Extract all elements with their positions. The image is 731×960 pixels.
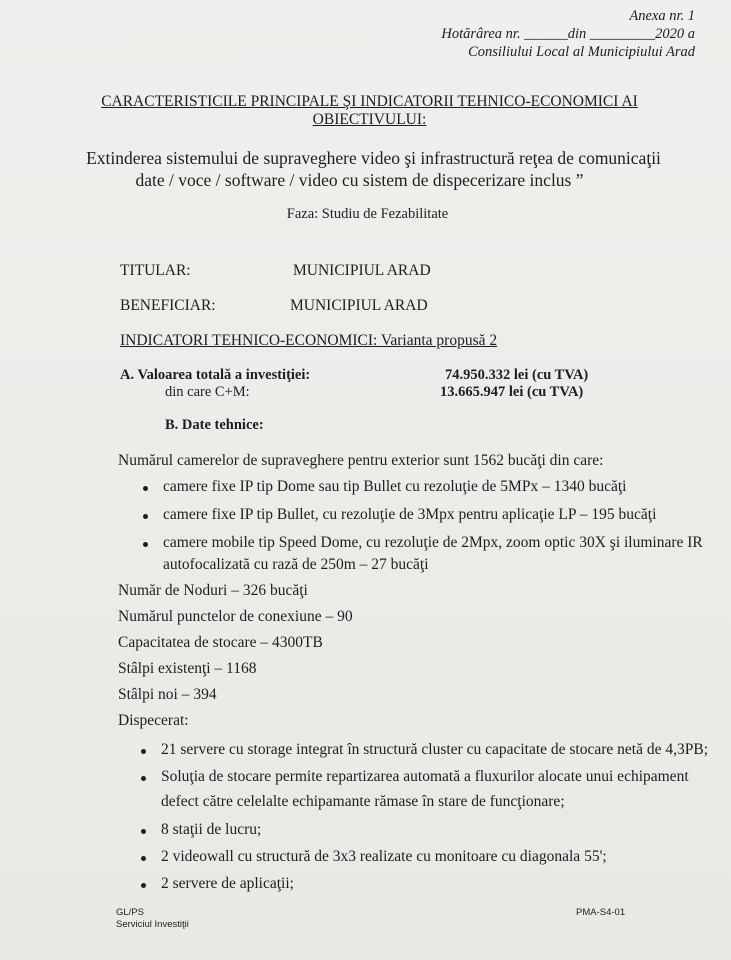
council-line: Consiliului Local al Municipiului Arad (468, 44, 695, 60)
storage-capacity: Capacitatea de stocare – 4300TB (118, 634, 323, 651)
dispatch-item-videowall: 2 videowall cu structură de 3x3 realizate cu monitoare cu diagonala 55'; (161, 848, 607, 865)
bullet-icon (141, 749, 146, 754)
dispatch-item-storage-cont: defect către celelalte echipamante rămase în stare de funcţionare; (161, 793, 565, 810)
bullet-icon (141, 856, 146, 861)
beneficiar-value: MUNICIPIUL ARAD (290, 297, 428, 314)
dispatch-heading: Dispecerat: (118, 712, 189, 729)
main-heading-line1: CARACTERISTICILE PRINCIPALE ŞI INDICATORII TEHNICO-ECONOMICI AI (101, 93, 638, 110)
camera-item-dome: camere fixe IP tip Dome sau tip Bullet cu rezoluţie de 5MPx – 1340 bucăţi (163, 478, 627, 495)
decision-line: Hotărârea nr. ______din _________2020 a (441, 26, 695, 42)
connection-points: Numărul punctelor de conexiune – 90 (118, 608, 353, 625)
camera-item-speed-dome-cont: autofocalizată cu rază de 250m – 27 bucăţi (163, 556, 429, 573)
investment-total-value: 74.950.332 lei (cu TVA) (445, 367, 589, 383)
bullet-icon (141, 776, 146, 781)
indicators-heading: INDICATORI TEHNICO-ECONOMICI: Varianta propusă 2 (120, 332, 498, 349)
titular-label: TITULAR: (120, 262, 191, 279)
bullet-icon (143, 486, 148, 491)
bullet-icon (143, 514, 148, 519)
camera-item-bullet: camere fixe IP tip Bullet, cu rezoluţie de 3Mpx pentru aplicaţie LP – 195 bucăţi (163, 506, 657, 523)
new-poles: Stâlpi noi – 394 (118, 686, 217, 703)
dispatch-item-app-servers: 2 servere de aplicaţii; (161, 875, 294, 892)
existing-poles: Stâlpi existenţi – 1168 (118, 660, 257, 677)
annex-number: Anexa nr. 1 (629, 8, 695, 24)
construction-label: din care C+M: (165, 384, 250, 400)
footer-code: PMA-S4-01 (576, 907, 626, 918)
footer-initials: GL/PS (116, 907, 144, 918)
dispatch-item-storage: Soluţia de stocare permite repartizarea automată a fluxurilor alocate unui echipament (161, 768, 689, 785)
beneficiar-label: BENEFICIAR: (120, 297, 216, 314)
construction-value: 13.665.947 lei (cu TVA) (440, 384, 584, 400)
technical-data-heading: B. Date tehnice: (165, 417, 264, 433)
main-heading-line2: OBIECTIVULUI: (312, 111, 427, 128)
investment-total-label: A. Valoarea totală a investiţiei: (120, 367, 311, 383)
bullet-icon (141, 829, 146, 834)
dispatch-item-servers: 21 servere cu storage integrat în structură cluster cu capacitate de stocare netă de 4,3PB; (161, 741, 709, 758)
project-phase: Faza: Studiu de Fezabilitate (286, 206, 449, 222)
project-title-line1: Extinderea sistemului de supraveghere video şi infrastructură reţea de comunicaţii (86, 148, 661, 168)
titular-value: MUNICIPIUL ARAD (293, 262, 431, 279)
dispatch-item-workstations: 8 staţii de lucru; (161, 821, 262, 838)
cameras-intro: Numărul camerelor de supraveghere pentru exterior sunt 1562 bucăţi din care: (118, 452, 604, 469)
camera-item-speed-dome: camere mobile tip Speed Dome, cu rezoluţie de 2Mpx, zoom optic 30X şi iluminare IR (163, 534, 703, 551)
bullet-icon (141, 883, 146, 888)
bullet-icon (143, 542, 148, 547)
nodes-count: Număr de Noduri – 326 bucăţi (118, 582, 308, 599)
project-title-line2: date / voce / software / video cu sistem de dispecerizare inclus ” (135, 170, 584, 190)
footer-department: Serviciul Investiţii (116, 919, 189, 930)
